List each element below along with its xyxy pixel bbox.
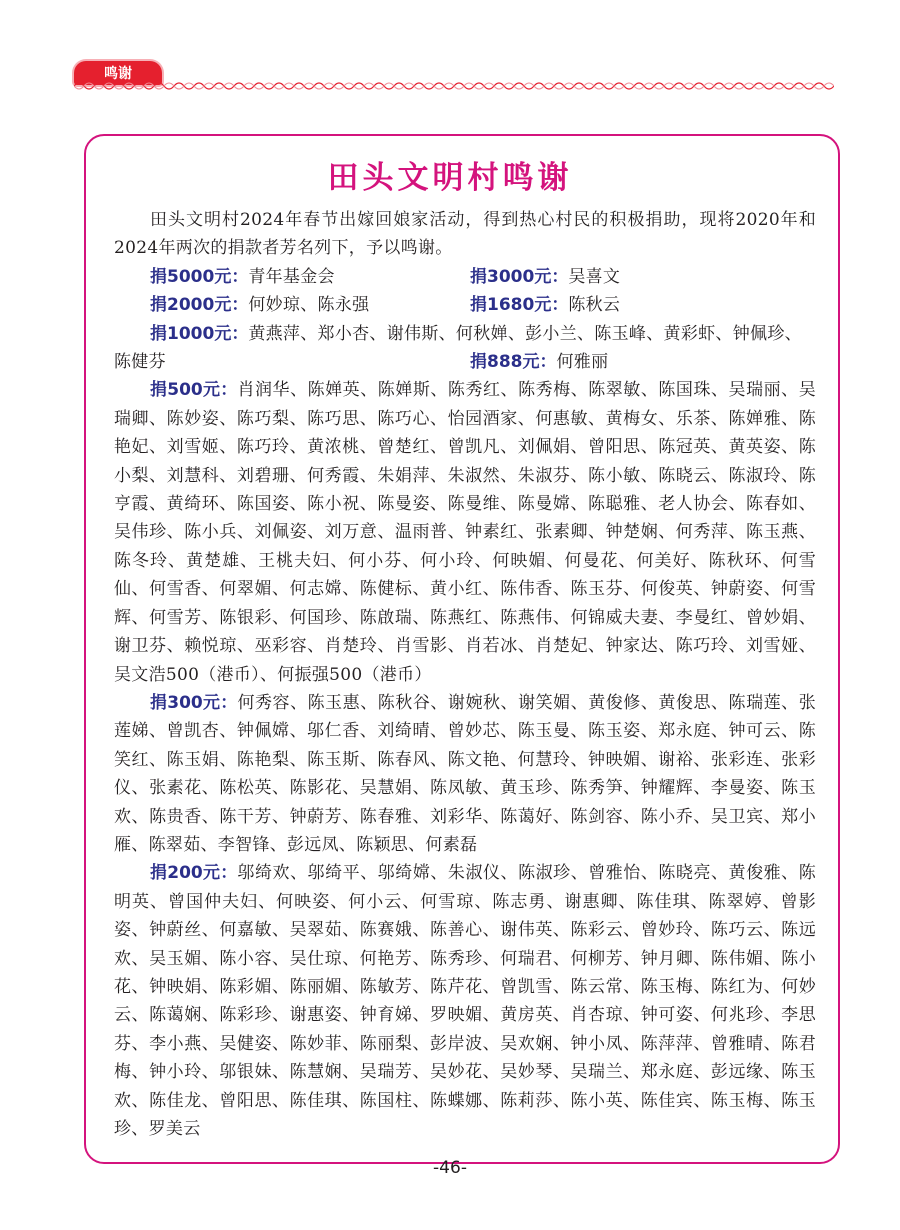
donation-300 <box>114 689 816 859</box>
donation-2000 <box>150 291 470 319</box>
donation-row-2000-1680 <box>114 291 816 319</box>
page-number: -46- <box>433 1158 467 1178</box>
amount-label: 捐1680元： <box>470 295 569 316</box>
amount-label: 捐500元： <box>150 380 238 401</box>
amount-label: 捐888元： <box>470 352 557 373</box>
donation-1000 <box>114 320 816 348</box>
donation-200 <box>114 859 816 1143</box>
donation-1680 <box>470 291 620 319</box>
article-body <box>114 206 816 1143</box>
amount-label: 捐3000元： <box>470 266 569 287</box>
donor-names: 肖润华、陈婵英、陈婵斯、陈秀红、陈秀梅、陈翠敏、陈国珠、吴瑞丽、吴瑞卿、陈妙姿、陈巧梨、陈巧思、陈巧心、怡园酒家、何惠敏、黄梅女、乐茶、陈婵雅、陈艳妃、刘雪姬、陈巧玲、黄浓桃、曾楚红、曾凯凡、刘佩娟、曾阳思、陈冠英、黄英姿、陈小梨、刘慧科、刘碧珊、何秀霞、朱娟萍、朱淑然、朱淑芬、陈小敏、陈晓云、陈淑玲、陈亨霞、黄绮环、陈国姿、陈小祝、陈曼姿、陈曼维、陈曼嫦、陈聪雅、老人协会、陈春如、吴伟珍、陈小兵、刘佩姿、刘万意、温雨普、钟素红、张素卿、钟楚娴、何秀萍、陈玉燕、陈冬玲、黄楚雄、王桃夫妇、何小芬、何小玲、何映媚、何曼花、何美好、陈秋环、何雪仙、何雪香、何翠媚、何志嫦、陈健标、黄小红、陈伟香、陈玉芬、何俊英、钟蔚姿、何雪辉、何雪芳、陈银彩、何国珍、陈啟瑞、陈燕红、陈燕伟、何锦威夫妻、李曼红、曾妙娟、谢卫芬、赖悦琼、巫彩容、肖楚玲、肖雪影、肖若冰、肖楚妃、钟家达、陈巧玲、刘雪娅、吴文浩500（港币）、何振强500（港币） <box>114 380 816 685</box>
intro-paragraph: 田头文明村2024年春节出嫁回娘家活动，得到热心村民的积极捐助，现将2020年和2024年两次的捐款者芳名列下，予以鸣谢。 <box>114 210 816 259</box>
donor-names: 何雅丽 <box>556 352 609 373</box>
section-tab-label: 鸣谢 <box>104 66 132 82</box>
decorative-header-rule <box>74 80 834 92</box>
amount-label: 捐1000元： <box>150 323 249 344</box>
amount-label: 捐300元： <box>150 692 238 713</box>
donor-names: 青年基金会 <box>248 266 335 287</box>
donor-names: 邬绮欢、邬绮平、邬绮嫦、朱淑仪、陈淑珍、曾雅怡、陈晓亮、黄俊雅、陈明英、曾国仲夫妇、何映姿、何小云、何雪琼、陈志勇、谢惠卿、陈佳琪、陈翠婷、曾影姿、钟蔚丝、何嘉敏、吴翠茹、陈赛娥、陈善心、谢伟英、陈彩云、曾妙玲、陈巧云、陈远欢、吴玉媚、陈小容、吴仕琼、何艳芳、陈秀珍、何瑞君、何柳芳、钟月卿、陈伟媚、陈小花、钟映娟、陈彩媚、陈丽媚、陈敏芳、陈芹花、曾凯雪、陈云常、陈玉梅、陈红为、何妙云、陈蔼娴、陈彩珍、谢惠姿、钟育娣、罗映媚、黄房英、肖杏琼、钟可姿、何兆珍、李思芬、李小燕、吴健姿、陈妙菲、陈丽梨、彭岸波、吴欢娴、钟小凤、陈萍萍、曾雅晴、陈君梅、钟小玲、邬银妹、陈慧娴、吴瑞芳、吴妙花、吴妙琴、吴瑞兰、郑永庭、彭远缘、陈玉欢、陈佳龙、曾阳思、陈佳琪、陈国柱、陈蝶娜、陈莉莎、陈小英、陈佳宾、陈玉梅、陈玉珍、罗美云 <box>114 863 816 1139</box>
donor-names: 吴喜文 <box>568 266 621 287</box>
amount-label: 捐200元： <box>150 863 238 884</box>
donation-row-1000-888 <box>114 348 816 376</box>
donation-500 <box>114 376 816 688</box>
donation-5000 <box>150 263 470 291</box>
donor-names: 何秀容、陈玉惠、陈秋谷、谢婉秋、谢笑媚、黄俊修、黄俊思、陈瑞莲、张莲娣、曾凯杏、钟佩嫦、邬仁香、刘绮晴、曾妙芯、陈玉曼、陈玉姿、郑永庭、钟可云、陈笑红、陈玉娟、陈艳梨、陈玉斯、陈春风、陈文艳、何慧玲、钟映媚、谢裕、张彩连、张彩仪、张素花、陈松英、陈影花、吴慧娟、陈凤敏、黄玉珍、陈秀笋、钟耀辉、李曼姿、陈玉欢、陈贵香、陈干芳、钟蔚芳、陈春雅、刘彩华、陈蔼好、陈剑容、陈小乔、吴卫宾、郑小雁、陈翠茹、李智锋、彭远凤、陈颖思、何素磊 <box>114 692 816 855</box>
donation-row-5000-3000 <box>114 263 816 291</box>
page-title: 田头文明村鸣谢 <box>327 160 573 196</box>
donor-names-tail: 陈健芬 <box>114 352 166 373</box>
donor-names: 黄燕萍、郑小杏、谢伟斯、何秋婵、彭小兰、陈玉峰、黄彩虾、钟佩珍、 <box>248 323 802 344</box>
amount-label: 捐2000元： <box>150 295 249 316</box>
donor-names: 何妙琼、陈永强 <box>248 295 370 316</box>
amount-label: 捐5000元： <box>150 266 249 287</box>
donation-3000 <box>470 263 620 291</box>
donor-names: 陈秋云 <box>568 295 621 316</box>
donation-888 <box>470 348 608 376</box>
